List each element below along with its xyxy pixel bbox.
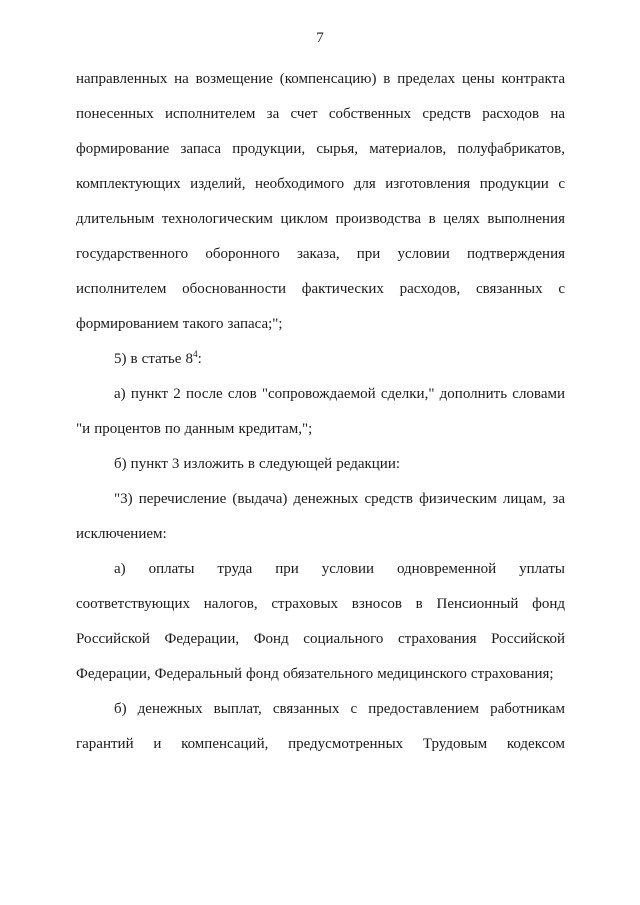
text-part: 5) в статье 8 xyxy=(114,351,193,367)
paragraph xyxy=(76,62,565,342)
paragraph xyxy=(76,342,565,377)
text-line: комплектующих изделий, необходимого для изготовления продукции с xyxy=(76,176,565,192)
text-line: "и процентов по данным кредитам,"; xyxy=(76,421,313,437)
text-line: понесенных исполнителем за счет собственных средств расходов на xyxy=(76,106,565,122)
paragraph xyxy=(76,447,565,482)
document-body xyxy=(76,62,565,762)
text-line: а) пункт 2 после слов "сопровождаемой сделки," дополнить словами xyxy=(114,386,565,402)
page-number: 7 xyxy=(316,30,324,46)
text-line: формированием такого запаса;"; xyxy=(76,316,283,332)
paragraph xyxy=(76,482,565,552)
text-line: государственного оборонного заказа, при условии подтверждения xyxy=(76,246,565,262)
text-part: : xyxy=(197,351,202,367)
paragraph xyxy=(76,552,565,692)
text-line: Федерации, Федеральный фонд обязательного медицинского страхования; xyxy=(76,666,554,682)
text-line: формирование запаса продукции, сырья, материалов, полуфабрикатов, xyxy=(76,141,565,157)
paragraph xyxy=(76,692,565,762)
superscript-text: 4 xyxy=(192,350,198,360)
text-line: исполнителем обоснованности фактических расходов, связанных с xyxy=(76,281,565,297)
text-line: направленных на возмещение (компенсацию) в пределах цены контракта xyxy=(76,71,565,87)
text-line: Российской Федерации, Фонд социального страхования Российской xyxy=(76,631,565,647)
paragraph xyxy=(76,377,565,447)
text-line: а) оплаты труда при условии одновременной уплаты xyxy=(114,561,565,577)
text-line: соответствующих налогов, страховых взносов в Пенсионный фонд xyxy=(76,596,565,612)
text-line: б) пункт 3 изложить в следующей редакции: xyxy=(114,456,401,472)
text-line: "3) перечисление (выдача) денежных средств физическим лицам, за xyxy=(114,491,565,507)
text-line: исключением: xyxy=(76,526,167,542)
text-line: длительным технологическим циклом производства в целях выполнения xyxy=(76,211,565,227)
text-line: гарантий и компенсаций, предусмотренных Трудовым кодексом xyxy=(76,736,565,752)
text-line: б) денежных выплат, связанных с предоставлением работникам xyxy=(114,701,565,717)
text-line xyxy=(76,342,565,377)
